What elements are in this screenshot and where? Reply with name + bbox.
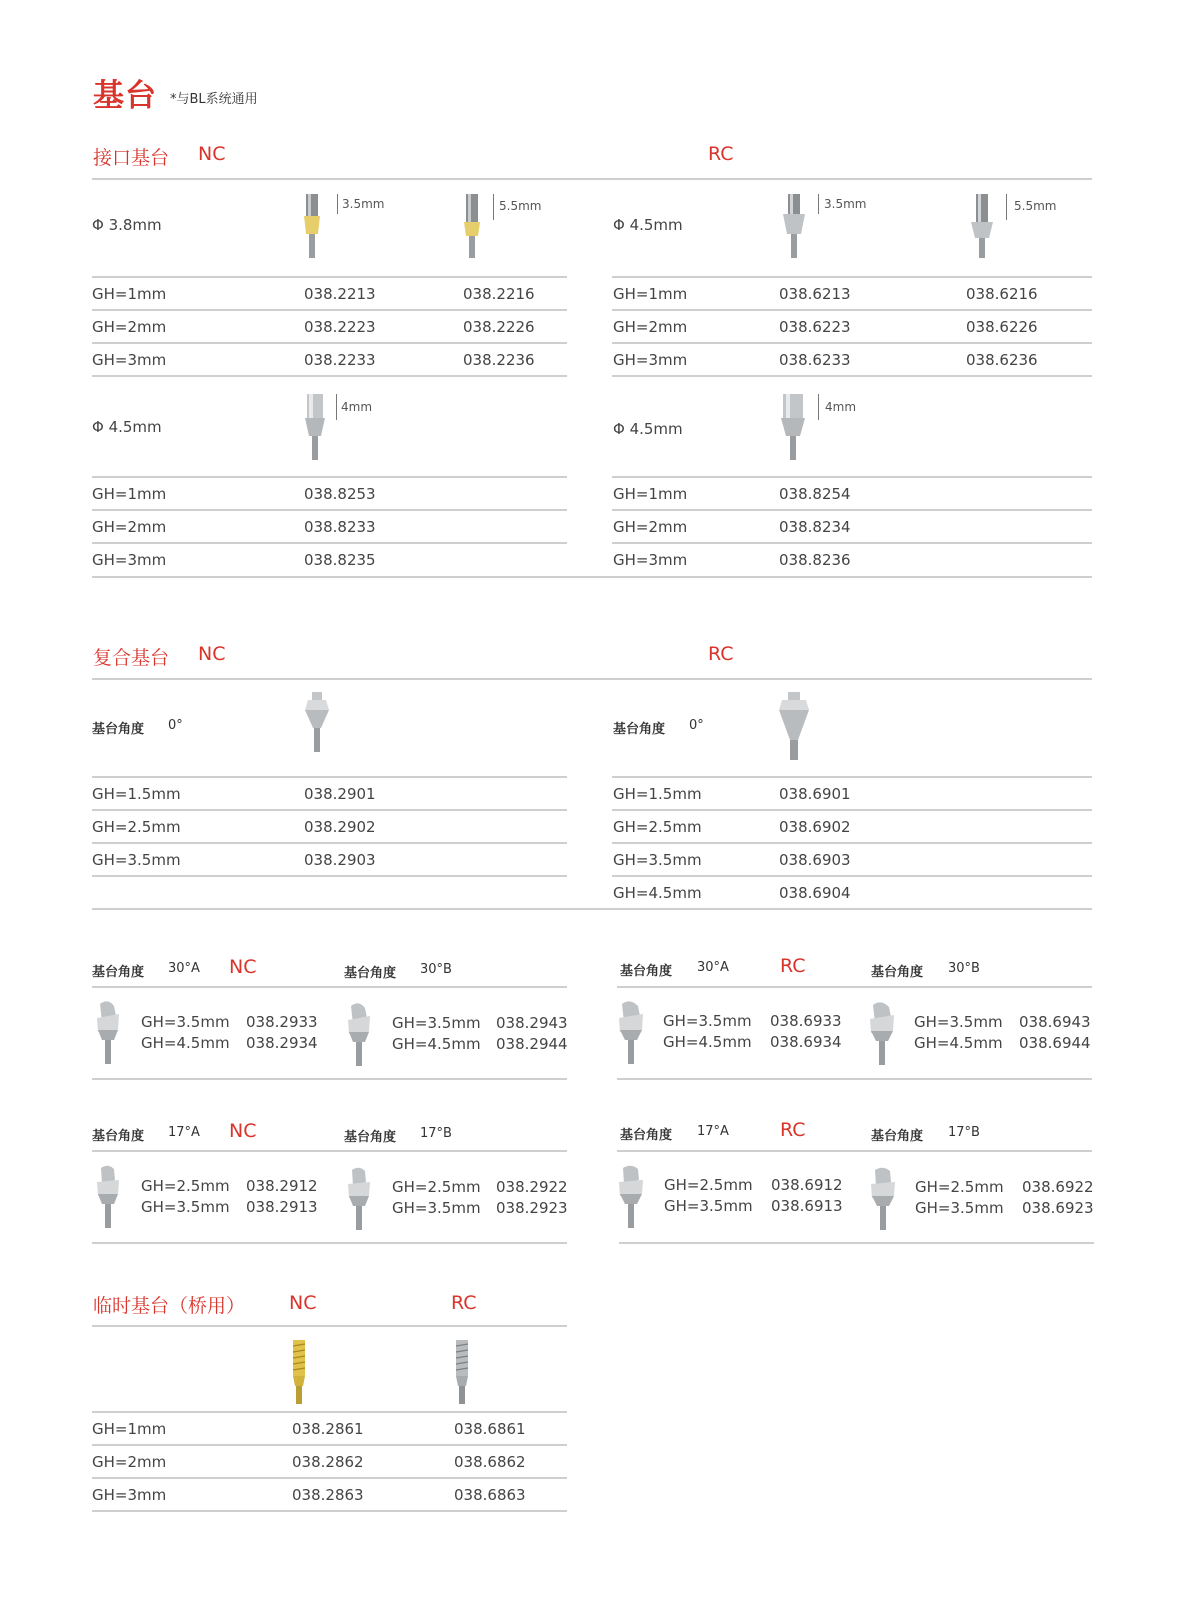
part-code: 038.6861 bbox=[454, 1420, 526, 1438]
table-row-gh: GH=3.5mm bbox=[141, 1198, 230, 1216]
part-code: 038.6934 bbox=[770, 1033, 842, 1051]
page-subtitle: *与BL系统通用 bbox=[170, 92, 258, 107]
angled-abutment-image bbox=[616, 1000, 646, 1066]
interface-nc-label: NC bbox=[198, 143, 226, 165]
part-code: 038.6904 bbox=[779, 884, 851, 902]
angled-nc-label: NC bbox=[229, 956, 257, 978]
multi-rc-angle-value: 0° bbox=[689, 718, 704, 733]
part-code: 038.8253 bbox=[304, 485, 376, 503]
table-row-gh: GH=3mm bbox=[613, 351, 688, 369]
table-row-gh: GH=3.5mm bbox=[141, 1013, 230, 1031]
angle-value: 30°B bbox=[948, 961, 980, 976]
part-code: 038.2213 bbox=[304, 285, 376, 303]
angle-label: 基台角度 bbox=[92, 1129, 145, 1144]
multi-rc-angle-label: 基台角度 bbox=[613, 722, 666, 737]
angle-value: 17°B bbox=[948, 1125, 980, 1140]
table-row-gh: GH=3.5mm bbox=[914, 1013, 1003, 1031]
angled-abutment-image bbox=[345, 1002, 373, 1068]
part-code: 038.8236 bbox=[779, 551, 851, 569]
part-code: 038.6902 bbox=[779, 818, 851, 836]
part-code: 038.6903 bbox=[779, 851, 851, 869]
temporary-rc-label: RC bbox=[451, 1292, 477, 1314]
table-row-gh: GH=2.5mm bbox=[141, 1177, 230, 1195]
part-code: 038.6863 bbox=[454, 1486, 526, 1504]
part-code: 038.2226 bbox=[463, 318, 535, 336]
angled-abutment-image bbox=[868, 1166, 898, 1232]
part-code: 038.2934 bbox=[246, 1034, 318, 1052]
part-code: 038.6862 bbox=[454, 1453, 526, 1471]
nc-b-dim: 4mm bbox=[341, 400, 373, 414]
part-code: 038.6913 bbox=[771, 1197, 843, 1215]
part-code: 038.2223 bbox=[304, 318, 376, 336]
angle-label: 基台角度 bbox=[344, 966, 397, 981]
rc-b-diameter: Φ 4.5mm bbox=[613, 420, 683, 438]
rc-a-diameter: Φ 4.5mm bbox=[613, 216, 683, 234]
rc-a-dim-1: 3.5mm bbox=[824, 197, 867, 211]
part-code: 038.2913 bbox=[246, 1198, 318, 1216]
table-row-gh: GH=3mm bbox=[92, 351, 167, 369]
angled-rc-label: RC bbox=[780, 1119, 806, 1141]
angled-abutment-image bbox=[867, 1001, 897, 1067]
angle-value: 30°A bbox=[697, 960, 729, 975]
angle-label: 基台角度 bbox=[620, 964, 673, 979]
part-code: 038.8233 bbox=[304, 518, 376, 536]
interface-rc-label: RC bbox=[708, 143, 734, 165]
table-row-gh: GH=1.5mm bbox=[92, 785, 181, 803]
table-row-gh: GH=3mm bbox=[92, 551, 167, 569]
part-code: 038.2861 bbox=[292, 1420, 364, 1438]
angle-label: 基台角度 bbox=[871, 1129, 924, 1144]
part-code: 038.6236 bbox=[966, 351, 1038, 369]
table-row-gh: GH=3.5mm bbox=[664, 1197, 753, 1215]
multi-nc-label: NC bbox=[198, 643, 226, 665]
abutment-nc-35-image bbox=[300, 192, 324, 262]
part-code: 038.6213 bbox=[779, 285, 851, 303]
angled-abutment-image bbox=[345, 1166, 373, 1232]
part-code: 038.6944 bbox=[1019, 1034, 1091, 1052]
angle-value: 17°B bbox=[420, 1126, 452, 1141]
part-code: 038.2912 bbox=[246, 1177, 318, 1195]
rc-a-dim-2: 5.5mm bbox=[1014, 199, 1057, 213]
part-code: 038.6922 bbox=[1022, 1178, 1094, 1196]
table-row-gh: GH=3.5mm bbox=[92, 851, 181, 869]
angled-abutment-image bbox=[616, 1164, 646, 1230]
abutment-rc-4mm-image bbox=[778, 392, 808, 464]
table-row-gh: GH=2.5mm bbox=[613, 818, 702, 836]
table-row-gh: GH=3.5mm bbox=[392, 1014, 481, 1032]
abutment-nc-4mm-image bbox=[302, 392, 328, 464]
part-code: 038.6223 bbox=[779, 318, 851, 336]
table-row-gh: GH=4.5mm bbox=[141, 1034, 230, 1052]
table-row-gh: GH=2.5mm bbox=[92, 818, 181, 836]
table-row-gh: GH=3.5mm bbox=[392, 1199, 481, 1217]
part-code: 038.2233 bbox=[304, 351, 376, 369]
page-title: 基台 bbox=[93, 78, 157, 114]
angled-abutment-image bbox=[94, 1164, 122, 1230]
table-row-gh: GH=2mm bbox=[613, 318, 688, 336]
angled-abutment-image bbox=[94, 1000, 122, 1066]
part-code: 038.6923 bbox=[1022, 1199, 1094, 1217]
angled-nc-label: NC bbox=[229, 1120, 257, 1142]
table-row-gh: GH=1mm bbox=[92, 485, 167, 503]
table-row-gh: GH=1.5mm bbox=[613, 785, 702, 803]
abutment-rc-35-image bbox=[780, 192, 808, 262]
part-code: 038.6216 bbox=[966, 285, 1038, 303]
multi-nc-angle-label: 基台角度 bbox=[92, 722, 145, 737]
multi-abutment-nc-image bbox=[302, 690, 332, 758]
table-row-gh: GH=3.5mm bbox=[915, 1199, 1004, 1217]
part-code: 038.2236 bbox=[463, 351, 535, 369]
part-code: 038.2922 bbox=[496, 1178, 568, 1196]
part-code: 038.2902 bbox=[304, 818, 376, 836]
table-row-gh: GH=1mm bbox=[92, 285, 167, 303]
nc-a-dim-1: 3.5mm bbox=[342, 197, 385, 211]
table-row-gh: GH=2.5mm bbox=[392, 1178, 481, 1196]
part-code: 038.6933 bbox=[770, 1012, 842, 1030]
table-row-gh: GH=2mm bbox=[613, 518, 688, 536]
part-code: 038.2901 bbox=[304, 785, 376, 803]
table-row-gh: GH=2mm bbox=[92, 1453, 167, 1471]
part-code: 038.6912 bbox=[771, 1176, 843, 1194]
part-code: 038.6901 bbox=[779, 785, 851, 803]
part-code: 038.8234 bbox=[779, 518, 851, 536]
part-code: 038.8235 bbox=[304, 551, 376, 569]
part-code: 038.6226 bbox=[966, 318, 1038, 336]
rc-b-dim: 4mm bbox=[825, 400, 857, 414]
part-code: 038.8254 bbox=[779, 485, 851, 503]
angle-value: 17°A bbox=[168, 1125, 200, 1140]
table-row-gh: GH=3mm bbox=[92, 1486, 167, 1504]
nc-a-diameter: Φ 3.8mm bbox=[92, 216, 162, 234]
part-code: 038.2944 bbox=[496, 1035, 568, 1053]
part-code: 038.2903 bbox=[304, 851, 376, 869]
table-row-gh: GH=2.5mm bbox=[664, 1176, 753, 1194]
abutment-rc-55-image bbox=[968, 192, 996, 262]
abutment-nc-55-image bbox=[460, 192, 484, 262]
temporary-section-title: 临时基台（桥用） bbox=[93, 1295, 246, 1317]
multi-rc-label: RC bbox=[708, 643, 734, 665]
table-row-gh: GH=4.5mm bbox=[613, 884, 702, 902]
table-row-gh: GH=1mm bbox=[92, 1420, 167, 1438]
multi-section-title: 复合基台 bbox=[93, 647, 170, 669]
multi-abutment-rc-image bbox=[776, 690, 812, 764]
angle-label: 基台角度 bbox=[871, 965, 924, 980]
temporary-abutment-nc-image bbox=[289, 1338, 309, 1408]
table-row-gh: GH=3.5mm bbox=[613, 851, 702, 869]
part-code: 038.2933 bbox=[246, 1013, 318, 1031]
angle-label: 基台角度 bbox=[620, 1128, 673, 1143]
interface-section-title: 接口基台 bbox=[93, 147, 170, 169]
table-row-gh: GH=1mm bbox=[613, 285, 688, 303]
temporary-nc-label: NC bbox=[289, 1292, 317, 1314]
part-code: 038.2943 bbox=[496, 1014, 568, 1032]
table-row-gh: GH=2mm bbox=[92, 318, 167, 336]
multi-nc-angle-value: 0° bbox=[168, 718, 183, 733]
part-code: 038.2862 bbox=[292, 1453, 364, 1471]
angle-label: 基台角度 bbox=[92, 965, 145, 980]
table-row-gh: GH=1mm bbox=[613, 485, 688, 503]
table-row-gh: GH=4.5mm bbox=[914, 1034, 1003, 1052]
angle-label: 基台角度 bbox=[344, 1130, 397, 1145]
nc-a-dim-2: 5.5mm bbox=[499, 199, 542, 213]
table-row-gh: GH=4.5mm bbox=[392, 1035, 481, 1053]
section-rule bbox=[92, 178, 1092, 180]
nc-b-diameter: Φ 4.5mm bbox=[92, 418, 162, 436]
part-code: 038.2863 bbox=[292, 1486, 364, 1504]
angle-value: 17°A bbox=[697, 1124, 729, 1139]
part-code: 038.2923 bbox=[496, 1199, 568, 1217]
part-code: 038.6233 bbox=[779, 351, 851, 369]
part-code: 038.6943 bbox=[1019, 1013, 1091, 1031]
temporary-abutment-rc-image bbox=[452, 1338, 472, 1408]
table-row-gh: GH=2.5mm bbox=[915, 1178, 1004, 1196]
table-row-gh: GH=4.5mm bbox=[663, 1033, 752, 1051]
angle-value: 30°A bbox=[168, 961, 200, 976]
part-code: 038.2216 bbox=[463, 285, 535, 303]
angle-value: 30°B bbox=[420, 962, 452, 977]
table-row-gh: GH=2mm bbox=[92, 518, 167, 536]
angled-rc-label: RC bbox=[780, 955, 806, 977]
table-row-gh: GH=3mm bbox=[613, 551, 688, 569]
table-row-gh: GH=3.5mm bbox=[663, 1012, 752, 1030]
